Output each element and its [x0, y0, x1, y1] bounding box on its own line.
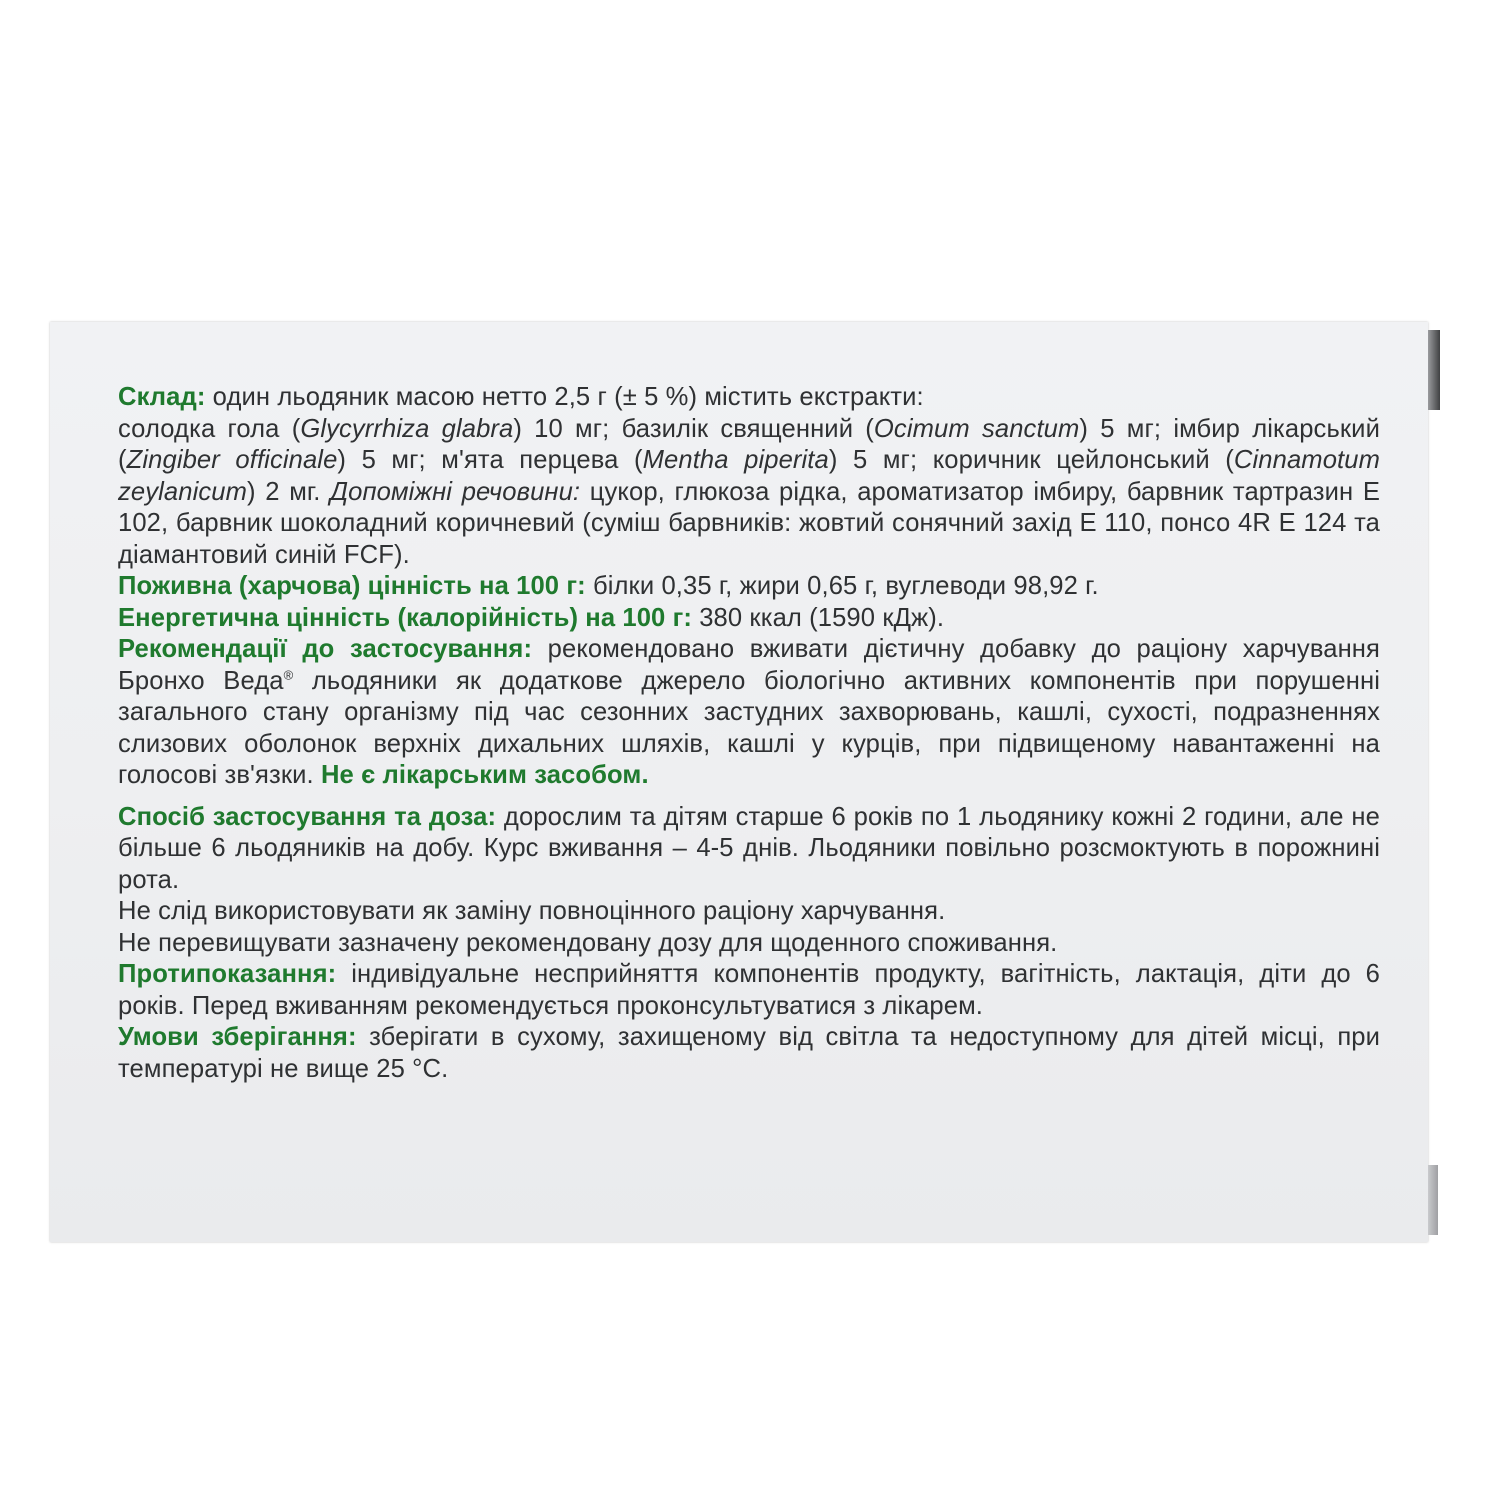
label-text [118, 382, 1380, 1085]
storage-heading: Умови зберігання: [118, 1023, 357, 1051]
recommendations-text-2: льодяники як додаткове джерело біологічно активних компонентів при порушенні загального стану організму під час сезонних застудних захворювань, кашлі, сухості, подразненнях слизових оболонок верхніх дихальних шляхів, кашлі у курців, при підвищеному навантаженні на голосові зв'язки. [118, 666, 1380, 789]
storage-text: зберігати в сухому, захищеному від світла та недоступному для дітей місці, при температурі не вище 25 °С. [118, 1023, 1381, 1083]
recommendations-section [118, 634, 1380, 792]
composition-text-4: ) 5 мг; імбир лікарський ( [118, 414, 1380, 474]
contraindications-heading: Протипоказання: [118, 960, 337, 988]
composition-text-5: ) 5 мг; м'ята перцева ( [337, 446, 643, 474]
latin-name: Cinnamotum zeylanicum [118, 446, 1380, 506]
package-side-edge-bottom [1428, 1165, 1438, 1235]
energy-section [118, 603, 1380, 635]
composition-text-2: солодка гола ( [118, 414, 301, 443]
storage-section [118, 1022, 1380, 1085]
package-side-edge [1428, 330, 1440, 410]
latin-name: Zingiber officinale [126, 446, 338, 474]
usage-note-2: Не перевищувати зазначену рекомендовану дозу для щоденного споживання. [118, 928, 1058, 957]
composition-text-1: один льодяник масою нетто 2,5 г (± 5 %) містить екстракти: [205, 383, 924, 411]
excipients-label: Допоміжні речовини: [330, 477, 581, 506]
energy-text: 380 ккал (1590 кДж). [691, 603, 945, 632]
recommendations-heading: Рекомендації до застосування: [118, 635, 533, 663]
latin-name: Glycyrrhiza glabra [300, 414, 514, 443]
composition-text-8: цукор, глюкоза рідка, ароматизатор імбиру, барвник тартразин Е 102, барвник шоколадний коричневий (суміш барвників: жовтий сонячний захід Е 110, понсо 4R Е 124 та діамантовий синій FCF). [118, 477, 1381, 569]
not-medicine-warning: Не є лікарським засобом. [320, 761, 649, 789]
contraindications-text: індивідуальне несприйняття компонентів продукту, вагітність, лактація, діти до 6 років. Перед вживанням рекомендується проконсультуватися з лікарем. [118, 960, 1380, 1020]
usage-note-1: Не слід використовувати як заміну повноцінного раціону харчування. [118, 897, 946, 925]
usage-heading: Спосіб застосування та доза: [118, 802, 497, 831]
contraindications-section [118, 959, 1380, 1022]
recommendations-text-1: рекомендовано вживати дієтичну добавку до раціону харчування Бронхо Веда [118, 635, 1380, 695]
composition-heading: Склад: [118, 383, 206, 411]
composition-text-3: ) 10 мг; базилік священний ( [513, 414, 874, 443]
composition-section [118, 382, 1380, 571]
nutrition-text: білки 0,35 г, жири 0,65 г, вуглеводи 98,92 г. [585, 572, 1099, 600]
nutrition-section [118, 571, 1380, 603]
energy-heading: Енергетична цінність (калорійність) на 100 г: [118, 603, 692, 632]
nutrition-heading: Поживна (харчова) цінність на 100 г: [118, 572, 586, 600]
usage-section [118, 802, 1380, 897]
latin-name: Mentha piperita [642, 446, 829, 474]
composition-text-6: ) 5 мг; коричник цейлонський ( [828, 446, 1234, 474]
usage-text: дорослим та дітям старше 6 років по 1 льодянику кожні 2 години, але не більше 6 льодяників на добу. Курс вживання – 4-5 днів. Льодяники повільно розсмоктують в порожнині рота. [118, 802, 1380, 894]
composition-text-7: ) 2 мг. [247, 477, 331, 506]
latin-name: Ocimum sanctum [873, 414, 1080, 443]
registered-mark: ® [283, 666, 294, 682]
